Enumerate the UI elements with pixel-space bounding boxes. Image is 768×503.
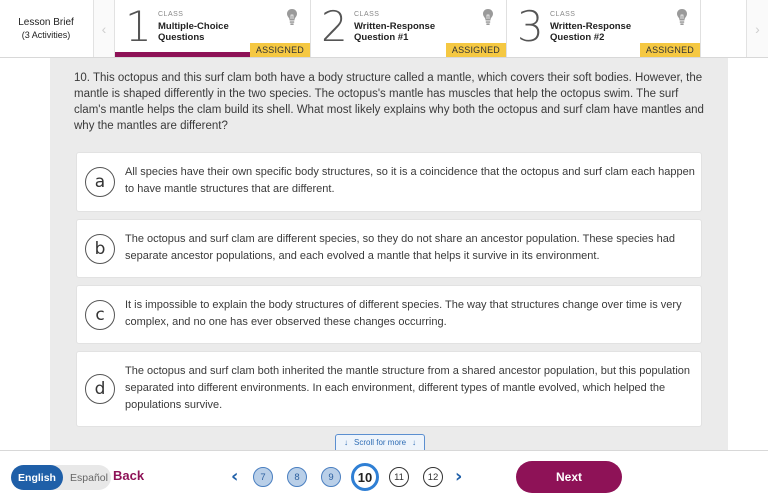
scroll-for-more-label: Scroll for more xyxy=(354,438,407,447)
option-letter: c xyxy=(85,300,115,330)
activity-title: Written-Response Question #1 xyxy=(354,21,436,43)
chevron-left-icon: ‹ xyxy=(101,20,107,37)
page-10-button[interactable]: 10 xyxy=(351,463,379,491)
bottom-nav xyxy=(0,450,768,503)
activity-title: Written-Response Question #2 xyxy=(550,21,632,43)
page-12-button[interactable]: 12 xyxy=(423,467,443,487)
page-7-button[interactable]: 7 xyxy=(253,467,273,487)
chevron-right-icon: › xyxy=(755,20,760,37)
option-text: It is impossible to explain the body structures of different species. The way that structures change over time is very complex, and no one has ever observed these changes occurring. xyxy=(125,299,682,328)
lesson-brief-button[interactable] xyxy=(0,0,92,57)
activities-next-arrow[interactable] xyxy=(746,0,768,57)
chevron-right-icon[interactable]: › xyxy=(455,466,463,487)
activity-number: 2 xyxy=(321,2,348,51)
activity-number: 1 xyxy=(125,2,152,51)
arrow-down-icon: ↓ xyxy=(344,438,348,447)
arrow-down-icon: ↓ xyxy=(412,438,417,447)
option-letter: d xyxy=(85,374,115,404)
activity-number: 3 xyxy=(517,2,544,51)
activity-title: Multiple-Choice Questions xyxy=(158,21,229,43)
page-9-button[interactable]: 9 xyxy=(321,467,341,487)
language-spanish[interactable]: Español xyxy=(70,471,108,484)
page-11-button[interactable]: 11 xyxy=(389,467,409,487)
scroll-for-more-button[interactable] xyxy=(335,434,425,450)
status-badge: ASSIGNED xyxy=(640,43,700,57)
question-panel xyxy=(50,58,728,450)
answer-option-a[interactable] xyxy=(76,152,702,212)
language-english[interactable]: English xyxy=(11,465,63,490)
activity-card-1[interactable] xyxy=(115,0,311,57)
page-8-button[interactable]: 8 xyxy=(287,467,307,487)
activity-bar xyxy=(0,0,768,58)
lightbulb-icon xyxy=(482,8,494,26)
status-badge: ASSIGNED xyxy=(446,43,506,57)
option-text: The octopus and surf clam both inherited the mantle structure from a shared ancestor population, but this population separated into different environments. In each environment, different types of mantle evolved, which helped the populations survive. xyxy=(125,365,690,411)
activity-card-2[interactable] xyxy=(311,0,507,57)
activity-kind: CLASS xyxy=(550,11,576,18)
lesson-brief-subtitle: (3 Activities) xyxy=(21,29,71,40)
lesson-brief-title: Lesson Brief xyxy=(18,16,74,28)
language-toggle[interactable] xyxy=(11,465,111,490)
answer-option-c[interactable] xyxy=(76,285,702,344)
answer-option-d[interactable] xyxy=(76,351,702,427)
status-badge: ASSIGNED xyxy=(250,43,310,57)
option-text: All species have their own specific body structures, so it is a coincidence that the octopus and surf clam each happen to have mantle structures that are different. xyxy=(125,166,695,195)
back-button[interactable]: Back xyxy=(113,468,145,483)
option-letter: b xyxy=(85,234,115,264)
lightbulb-icon xyxy=(286,8,298,26)
option-letter: a xyxy=(85,167,115,197)
activities-prev-arrow[interactable] xyxy=(93,0,115,57)
next-button[interactable]: Next xyxy=(516,461,622,493)
question-text: 10. This octopus and this surf clam both have a body structure called a mantle, which covers their soft bodies. However, the mantle is shaped differently in the two species. The octopus's mantle has muscles that help the octopus swim. The surf clam's mantle helps the clam build its shell. What most likely explains why both the octopus and surf clam have mantles and why the mantles are different? xyxy=(74,72,704,132)
activity-kind: CLASS xyxy=(354,11,380,18)
answer-option-b[interactable] xyxy=(76,219,702,278)
activity-kind: CLASS xyxy=(158,11,184,18)
option-text: The octopus and surf clam are different species, so they do not share an ancestor population. These species had separate ancestor populations, and each evolved a mantle that helps it survive in its environment. xyxy=(125,233,675,262)
lightbulb-icon xyxy=(676,8,688,26)
activity-card-3[interactable] xyxy=(507,0,701,57)
chevron-left-icon[interactable]: ‹ xyxy=(231,466,239,487)
